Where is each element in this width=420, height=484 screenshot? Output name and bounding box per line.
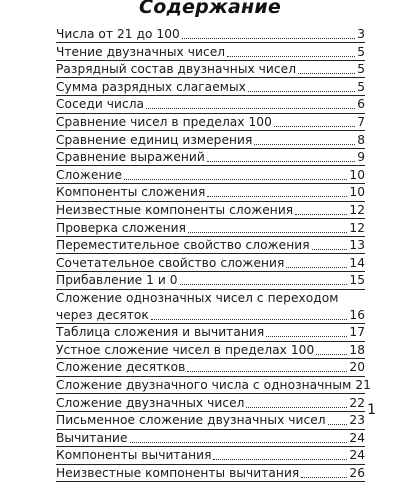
row-underline bbox=[56, 201, 365, 202]
toc-entry bbox=[56, 291, 365, 308]
row-underline bbox=[56, 165, 365, 166]
dot-leader bbox=[312, 249, 348, 250]
toc-entry-title: через десяток bbox=[56, 307, 149, 322]
toc-entry-page: 5 bbox=[357, 79, 365, 94]
toc-entry-title: Неизвестные компоненты вычитания bbox=[56, 466, 300, 481]
page-title: Содержание bbox=[139, 0, 281, 18]
row-underline bbox=[56, 253, 365, 254]
dot-leader bbox=[246, 407, 347, 408]
row-underline bbox=[56, 271, 365, 272]
row-underline bbox=[56, 376, 365, 377]
toc-entry-title: Компоненты вычитания bbox=[56, 448, 212, 463]
row-underline bbox=[56, 464, 365, 465]
toc-entry bbox=[56, 238, 365, 256]
toc-entry-page: 12 bbox=[349, 202, 365, 217]
row-underline bbox=[56, 218, 365, 219]
row-underline bbox=[56, 236, 365, 237]
row-underline bbox=[56, 411, 365, 412]
toc-entry-page: 14 bbox=[349, 255, 365, 270]
toc-entry bbox=[56, 97, 365, 115]
toc-entry-title: Разрядный состав двузначных чисел bbox=[56, 62, 297, 77]
toc-entry bbox=[56, 115, 365, 133]
dot-leader bbox=[130, 442, 348, 443]
toc-entry-page: 16 bbox=[349, 307, 365, 322]
toc-entry-page: 13 bbox=[349, 238, 365, 253]
toc-entry-title: Вычитание bbox=[56, 430, 128, 445]
toc-entry-title: Числа от 21 до 100 bbox=[56, 27, 180, 41]
row-underline bbox=[56, 130, 365, 131]
dot-leader bbox=[298, 73, 355, 74]
toc-entry-title: Письменное сложение двузначных чисел bbox=[56, 413, 326, 428]
toc-entry-page: 20 bbox=[349, 360, 365, 375]
toc-entry-title: Сложение bbox=[56, 167, 123, 182]
toc-entry bbox=[56, 360, 365, 378]
row-underline bbox=[56, 113, 365, 114]
row-underline bbox=[56, 42, 365, 43]
toc-entry-page: 24 bbox=[349, 448, 365, 463]
toc-entry-page: 7 bbox=[357, 114, 365, 129]
toc-entry-page: 9 bbox=[357, 150, 365, 165]
toc-entry bbox=[56, 431, 365, 449]
toc-entry-page: 15 bbox=[349, 273, 365, 288]
toc-entry-page: 24 bbox=[349, 430, 365, 445]
row-underline bbox=[56, 341, 365, 342]
toc-entry-page: 8 bbox=[357, 132, 365, 147]
dot-leader bbox=[213, 459, 347, 460]
toc-entry bbox=[56, 466, 365, 484]
dot-leader bbox=[124, 179, 347, 180]
toc-entry-page: 22 bbox=[349, 395, 365, 410]
toc-entry-title: Устное сложение чисел в пределах 100 bbox=[56, 342, 315, 357]
row-underline bbox=[56, 77, 365, 78]
dot-leader bbox=[248, 91, 355, 92]
row-underline bbox=[56, 183, 365, 184]
dot-leader bbox=[295, 214, 347, 215]
toc-entry-page: 23 bbox=[349, 413, 365, 428]
toc-entry-title: Сумма разрядных слагаемых bbox=[56, 79, 246, 94]
toc-entry-page: 21 bbox=[355, 378, 371, 393]
toc-entry-title: Сравнение единиц измерения bbox=[56, 132, 253, 147]
toc-entry bbox=[56, 273, 365, 291]
toc-entry-page: 5 bbox=[357, 62, 365, 77]
toc-entry-page: 12 bbox=[349, 220, 365, 235]
toc-entry bbox=[56, 325, 365, 343]
dot-leader bbox=[182, 38, 355, 39]
toc-entry-page: 26 bbox=[349, 466, 365, 481]
toc-entry-page: 10 bbox=[349, 185, 365, 200]
toc-entry-title: Неизвестные компоненты сложения bbox=[56, 202, 294, 217]
dot-leader bbox=[254, 144, 355, 145]
toc-entry bbox=[56, 27, 365, 45]
row-underline bbox=[56, 148, 365, 149]
dot-leader bbox=[187, 371, 347, 372]
toc-entry bbox=[56, 448, 365, 466]
toc-entry bbox=[56, 45, 365, 63]
toc-entry bbox=[56, 256, 365, 274]
toc-entry-title: Прибавление 1 и 0 bbox=[56, 273, 178, 288]
toc-entry bbox=[56, 80, 365, 98]
toc-entry-title: Соседи числа bbox=[56, 97, 145, 112]
toc-entry bbox=[56, 308, 365, 326]
toc-entry-title: Переместительное свойство сложения bbox=[56, 238, 310, 253]
row-underline bbox=[56, 481, 365, 482]
row-underline bbox=[56, 289, 365, 290]
toc-entry-title: Сравнение чисел в пределах 100 bbox=[56, 114, 272, 129]
toc-entry-title: Сложение однозначных чисел с переходом bbox=[56, 290, 339, 305]
page-number: 1 bbox=[367, 402, 376, 418]
row-underline bbox=[56, 95, 365, 96]
toc-entry-title: Таблица сложения и вычитания bbox=[56, 325, 265, 340]
toc-entry-page: 6 bbox=[357, 97, 365, 112]
toc-entry bbox=[56, 185, 365, 203]
toc-entry-title: Чтение двузначных чисел bbox=[56, 44, 226, 59]
row-underline bbox=[56, 60, 365, 61]
dot-leader bbox=[207, 161, 355, 162]
dot-leader bbox=[180, 284, 348, 285]
toc-entry-page: 18 bbox=[349, 342, 365, 357]
toc-entry-title: Сложение десятков bbox=[56, 360, 186, 375]
toc-entry-page: 10 bbox=[349, 167, 365, 182]
toc-entry bbox=[56, 168, 365, 186]
toc-entry-page: 17 bbox=[349, 325, 365, 340]
toc-entry-title: Сравнение выражений bbox=[56, 150, 205, 165]
row-underline bbox=[56, 429, 365, 430]
dot-leader bbox=[207, 196, 347, 197]
row-underline bbox=[56, 446, 365, 447]
toc-entry bbox=[56, 221, 365, 239]
dot-leader bbox=[328, 424, 348, 425]
toc-entry bbox=[56, 378, 371, 396]
toc-entry bbox=[56, 62, 365, 80]
dot-leader bbox=[274, 126, 355, 127]
row-underline bbox=[56, 393, 365, 394]
toc-entry-page: 5 bbox=[357, 44, 365, 59]
dot-leader bbox=[286, 267, 347, 268]
toc-entry bbox=[56, 343, 365, 361]
toc-entry-title: Сложение двузначного числа с однозначным bbox=[56, 378, 352, 393]
dot-leader bbox=[146, 108, 355, 109]
toc-entry-title: Проверка сложения bbox=[56, 220, 186, 235]
toc-entry bbox=[56, 150, 365, 168]
toc-entry-title: Сочетательное свойство сложения bbox=[56, 255, 285, 270]
dot-leader bbox=[188, 232, 347, 233]
toc-entry bbox=[56, 133, 365, 151]
dot-leader bbox=[227, 56, 355, 57]
toc-entry-page: 3 bbox=[357, 27, 365, 41]
toc-entry bbox=[56, 396, 365, 414]
toc-entry bbox=[56, 413, 365, 431]
toc-entry bbox=[56, 203, 365, 221]
row-underline bbox=[56, 358, 365, 359]
dot-leader bbox=[151, 319, 348, 320]
toc-entry-title: Сложение двузначных чисел bbox=[56, 395, 245, 410]
dot-leader bbox=[301, 477, 347, 478]
row-underline bbox=[56, 323, 365, 324]
dot-leader bbox=[316, 354, 347, 355]
table-of-contents bbox=[56, 27, 371, 484]
dot-leader bbox=[266, 336, 347, 337]
toc-entry-title: Компоненты сложения bbox=[56, 185, 206, 200]
